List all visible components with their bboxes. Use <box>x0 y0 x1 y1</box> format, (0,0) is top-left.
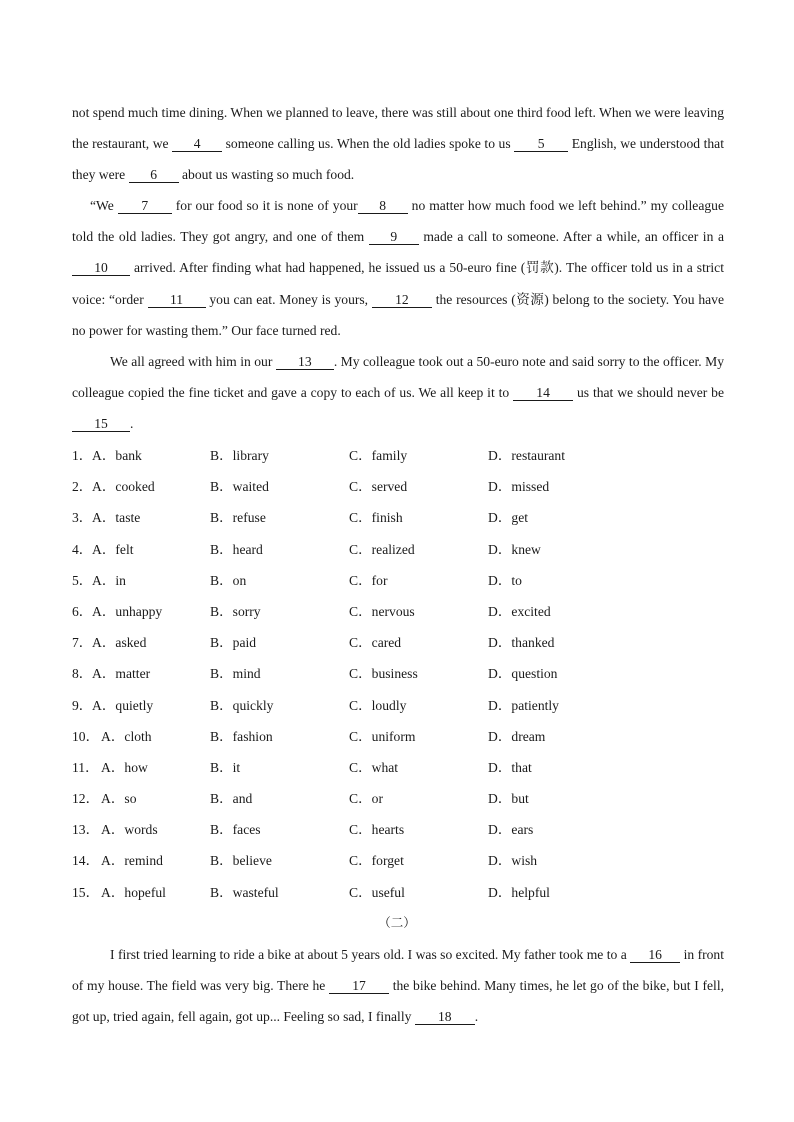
question-number: 1． <box>72 448 93 463</box>
option-a[interactable]: A．matter <box>92 666 151 682</box>
passage-text: us that we should never be <box>573 385 724 401</box>
option-d[interactable]: D．ears <box>488 822 534 838</box>
question-number: 7． <box>72 635 93 651</box>
answer-options <box>72 440 724 908</box>
question-number: 9． <box>72 697 93 713</box>
question-row <box>72 658 724 689</box>
option-b[interactable]: B．refuse <box>210 510 266 526</box>
option-b[interactable]: B．sorry <box>210 603 261 619</box>
option-b[interactable]: B．waited <box>210 479 269 495</box>
question-row <box>72 845 724 876</box>
question-number: 2． <box>72 479 93 495</box>
option-a[interactable]: A．unhappy <box>92 603 163 619</box>
option-b[interactable]: B．fashion <box>210 728 273 744</box>
option-b[interactable]: B．it <box>210 759 241 775</box>
option-b[interactable]: B．believe <box>210 853 272 869</box>
passage-text: not spend much time dining. When we planned to leave, there was still about one third food left. When we were leaving the restaurant, we <box>72 105 724 152</box>
option-a[interactable]: A．so <box>101 791 137 807</box>
question-row <box>72 596 724 627</box>
option-a[interactable]: A．cloth <box>101 728 152 744</box>
question-row <box>72 752 724 783</box>
option-c[interactable]: C．finish <box>349 510 403 526</box>
option-d[interactable]: D．knew <box>488 541 541 557</box>
option-b[interactable]: B．wasteful <box>210 884 279 900</box>
option-c[interactable]: C．what <box>349 759 399 775</box>
option-a[interactable]: A．hopeful <box>101 884 166 900</box>
blank-15: 15 <box>72 416 130 432</box>
option-d[interactable]: D．dream <box>488 728 546 744</box>
option-c[interactable]: C．loudly <box>349 697 407 713</box>
option-a[interactable]: A．words <box>101 822 158 838</box>
option-c[interactable]: C．cared <box>349 635 402 651</box>
passage-text: . <box>130 416 134 432</box>
option-d[interactable]: D．to <box>488 572 522 588</box>
blank-5: 5 <box>514 136 568 152</box>
passage-text: in front of my house. The field was very big. There he <box>72 947 724 994</box>
option-c[interactable]: C．business <box>349 666 418 682</box>
option-a[interactable]: A．in <box>92 572 126 588</box>
option-d[interactable]: D．missed <box>488 479 550 495</box>
passage-text: the resources (资源) belong to the society. You have no power for wasting them.” Our face turned red. <box>72 291 724 338</box>
question-row <box>72 721 724 752</box>
option-d[interactable]: D．excited <box>488 603 551 619</box>
question-row <box>72 502 724 533</box>
option-a[interactable]: A．remind <box>101 853 163 869</box>
question-number: 10． <box>72 728 100 744</box>
option-a[interactable]: A．bank <box>92 448 142 463</box>
question-number: 5． <box>72 572 93 588</box>
option-c[interactable]: C．uniform <box>349 728 416 744</box>
question-row <box>72 690 724 721</box>
question-number: 12． <box>72 791 100 807</box>
passage-text: you can eat. Money is yours, <box>205 291 372 307</box>
passage-text: about us wasting so much food. <box>178 167 355 183</box>
question-number: 4． <box>72 541 93 557</box>
option-a[interactable]: A．quietly <box>92 697 154 713</box>
section-heading: （二） <box>378 915 416 930</box>
option-c[interactable]: C．useful <box>349 884 405 900</box>
option-c[interactable]: C．hearts <box>349 822 405 838</box>
option-a[interactable]: A．felt <box>92 541 134 557</box>
option-c[interactable]: C．realized <box>349 541 415 557</box>
question-number: 13． <box>72 822 100 838</box>
blank-18: 18 <box>415 1009 475 1025</box>
passage-text: English, we understood that they were <box>72 136 724 183</box>
option-b[interactable]: B．paid <box>210 635 257 651</box>
question-row <box>72 814 724 845</box>
option-b[interactable]: B．on <box>210 572 247 588</box>
option-d[interactable]: D．helpful <box>488 884 550 900</box>
passage-text: for our food so it is none of your <box>171 198 358 213</box>
option-d[interactable]: D．but <box>488 791 529 807</box>
option-d[interactable]: D．patiently <box>488 697 559 713</box>
option-b[interactable]: B．faces <box>210 822 261 838</box>
blank-4: 4 <box>172 136 222 152</box>
option-d[interactable]: D．thanked <box>488 635 555 651</box>
passage-text: someone calling us. When the old ladies spoke to us <box>222 136 515 152</box>
blank-7: 7 <box>118 198 172 214</box>
passage-text: . My colleague took out a 50-euro note and said sorry to the officer. My colleague copied the fine ticket and gave a copy to each of us. We all keep it to <box>72 354 724 401</box>
blank-14: 14 <box>513 385 573 401</box>
blank-17: 17 <box>329 978 389 994</box>
passage-text: no matter how much food we left behind.” my colleague told the old ladies. They got angry, and one of them <box>72 198 724 245</box>
passage-text: We all agreed with him in our <box>110 354 276 369</box>
question-row <box>72 783 724 814</box>
blank-13: 13 <box>276 354 334 370</box>
question-number: 6． <box>72 603 93 619</box>
option-a[interactable]: A．taste <box>92 510 141 526</box>
passage-paragraph-1 <box>72 97 724 191</box>
option-c[interactable]: C．nervous <box>349 603 415 619</box>
option-b[interactable]: B．quickly <box>210 697 274 713</box>
question-number: 8． <box>72 666 93 682</box>
option-d[interactable]: D．get <box>488 510 529 526</box>
option-a[interactable]: A．asked <box>92 635 147 651</box>
option-b[interactable]: B．heard <box>210 541 263 557</box>
question-row <box>72 565 724 596</box>
passage-text: . <box>474 1009 479 1025</box>
question-number: 3． <box>72 510 93 526</box>
option-b[interactable]: B．mind <box>210 666 261 682</box>
passage-text: the bike behind. Many times, he let go of the bike, but I fell, got up, tried again, fell again, got up... Feeling so sad, I finally <box>72 978 724 1025</box>
question-row <box>72 534 724 565</box>
passage-text: made a call to someone. After a while, an officer in a <box>418 229 724 245</box>
option-b[interactable]: B．library <box>210 448 269 463</box>
option-c[interactable]: C．forget <box>349 853 404 869</box>
question-row <box>72 627 724 658</box>
option-c[interactable]: C．or <box>349 791 383 807</box>
passage-paragraph-4 <box>72 939 724 1033</box>
option-c[interactable]: C．for <box>349 572 388 588</box>
blank-10: 10 <box>72 260 130 276</box>
option-a[interactable]: A．cooked <box>92 479 155 495</box>
blank-11: 11 <box>148 292 206 308</box>
option-d[interactable]: D．restaurant <box>488 448 566 463</box>
passage-text: I first tried learning to ride a bike at about 5 years old. I was so excited. My father took me to a <box>110 947 631 962</box>
blank-16: 16 <box>630 947 680 963</box>
passage-paragraph-3 <box>72 346 724 440</box>
option-d[interactable]: D．wish <box>488 853 538 869</box>
blank-12: 12 <box>372 292 432 308</box>
question-number: 11． <box>72 759 99 775</box>
passage-text: “We <box>90 198 118 213</box>
question-number: 15． <box>72 884 100 900</box>
question-row <box>72 440 724 471</box>
passage-paragraph-2 <box>72 190 724 346</box>
blank-9: 9 <box>369 229 419 245</box>
blank-8: 8 <box>358 198 408 214</box>
question-row <box>72 877 724 908</box>
option-a[interactable]: A．how <box>101 759 148 775</box>
option-b[interactable]: B．and <box>210 791 253 807</box>
option-c[interactable]: C．family <box>349 448 408 463</box>
question-number: 14． <box>72 853 100 869</box>
option-c[interactable]: C．served <box>349 479 408 495</box>
passage-text: arrived. After finding what had happened, he issued us a 50-euro fine (罚款). The officer told us in a strict voice: “order <box>72 260 724 307</box>
question-row <box>72 471 724 502</box>
blank-6: 6 <box>129 167 179 183</box>
option-d[interactable]: D．question <box>488 666 558 682</box>
option-d[interactable]: D．that <box>488 759 532 775</box>
